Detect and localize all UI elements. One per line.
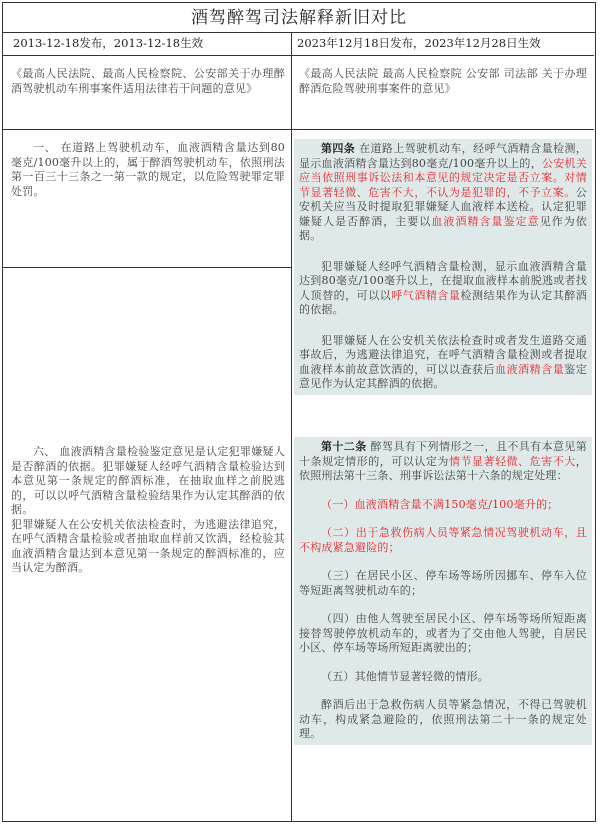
article-4-para-2-text-1: 犯罪嫌疑人经呼气酒精含量检测，显示血液酒精含量达到80毫克/100毫升以上，在提取血液样本前脱逃或者找人顶替的，可以以 [299, 259, 587, 302]
article-12-last-paragraph: 醉酒后出于急救伤病人员等紧急情况，不得已驾驶机动车，构成紧急避险的，依照刑法第二十一条的规定处理。 [299, 698, 587, 740]
old-article-divider [3, 267, 291, 268]
article-12-highlight: 情节显著轻微、危害不大 [448, 454, 576, 468]
article-4-para-3-highlight: 血液酒精含量 [495, 362, 565, 376]
article-12-item-1: （一）血液酒精含量不满150毫克/100毫升的； [321, 497, 559, 511]
old-release-date: 2013-12-18发布，2013-12-18生效 [13, 36, 204, 50]
article-4-para-2-text-2: 检测结果作为认定其醉酒的依据。 [299, 288, 587, 316]
article-4-para-2-highlight: 呼气酒精含量 [391, 288, 461, 302]
old-article-6-para-1: 六、 血液酒精含量检验鉴定意见是认定犯罪嫌疑人是否醉酒的依据。犯罪嫌疑人经呼气酒精含量检验达到本意见第一条规定的醉酒标准，在抽取血样之前脱逃的，可以以呼气酒精含量检验结果作为认定其醉酒的依据。 [11, 445, 285, 516]
article-12-item-5: （五）其他情节显著轻微的情形。 [321, 669, 489, 683]
article-4-para-3-text-1: 犯罪嫌疑人在公安机关依法检查时或者发生道路交通事故后，为逃避法律追究，在呼气酒精含量检测或者提取血液样本前故意饮酒的，可以以查获后 [299, 333, 587, 376]
column-divider [291, 33, 292, 821]
new-release-date: 2023年12月18日发布，2023年12月28日生效 [297, 36, 541, 50]
article-4-text-1: 在道路上驾驶机动车，经呼气酒精含量检测，显示血液酒精含量达到80毫克/100毫升以上的， [299, 142, 587, 170]
article-4-para-3-text-2: 鉴定意见作为认定其醉酒的依据。 [299, 362, 587, 390]
article-4-highlight-2: 血液酒精含量鉴定意 [431, 214, 540, 228]
article-12-text-1: 醉驾具有下列情形之一，且不具有本意见第十条规定情形的，可以认定为 [299, 440, 587, 468]
old-article-6-para-2: 犯罪嫌疑人在公安机关依法检查时，为逃避法律追究，在呼气酒精含量检验或者抽取血样前又饮酒，经检验其血液酒精含量达到本意见第一条规定的醉酒标准的，应当认定为醉酒。 [11, 517, 285, 574]
old-document-title: 《最高人民法院、最高人民检察院、公安部关于办理醉酒驾驶机动车刑事案件适用法律若干问题的意见》 [11, 67, 285, 95]
article-12-label: 第十二条 [321, 440, 367, 453]
page-title: 酒驾醉驾司法解释新旧对比 [3, 3, 595, 33]
header-divider [3, 55, 594, 56]
old-article-1: 一、 在道路上驾驶机动车，血液酒精含量达到80毫克/100毫升以上的，属于醉酒驾驶机动车，依照刑法第一百三十三条之一第一款的规定，以危险驾驶罪定罪处罚。 [11, 141, 285, 198]
old-article-6 [11, 445, 285, 576]
article-12-item-2: （二）出于急救伤病人员等紧急情况驾驶机动车，且不构成紧急避险的； [299, 526, 587, 554]
article-4-highlight-1: 公安机关应当依照刑事诉讼法和本意见的规定决定是否立案。对情节显著轻微、危害不大，不认为是犯罪的，不予立案。 [299, 156, 587, 199]
new-article-12-block [294, 437, 592, 745]
new-article-4-block [294, 139, 592, 395]
article-4-label: 第四条 [321, 142, 356, 155]
new-document-title: 《最高人民法院 最高人民检察院 公安部 司法部 关于办理醉酒危险驾驶刑事案件的意见》 [299, 67, 587, 95]
article-12-item-4: （四）由他人驾驶至居民小区、停车场等场所短距离接替驾驶停放机动车的，或者为了交由他人驾驶，自居民小区、停车场等场所短距离驶出的； [299, 612, 587, 654]
article-4-text-3: 见作为依据。 [299, 214, 587, 242]
article-4-text-2: 公安机关应当及时提取犯罪嫌疑人血液样本送检。认定犯罪嫌疑人是否醉酒，主要以 [299, 185, 587, 228]
article-12-text-2: ，依照刑法第十三条、刑事诉讼法第十六条的规定处理： [299, 454, 587, 482]
comparison-table [2, 2, 596, 822]
article-12-item-3: （三）在居民小区、停车场等场所因挪车、停车入位等短距离驾驶机动车的； [299, 569, 587, 597]
doc-title-divider [3, 129, 594, 130]
